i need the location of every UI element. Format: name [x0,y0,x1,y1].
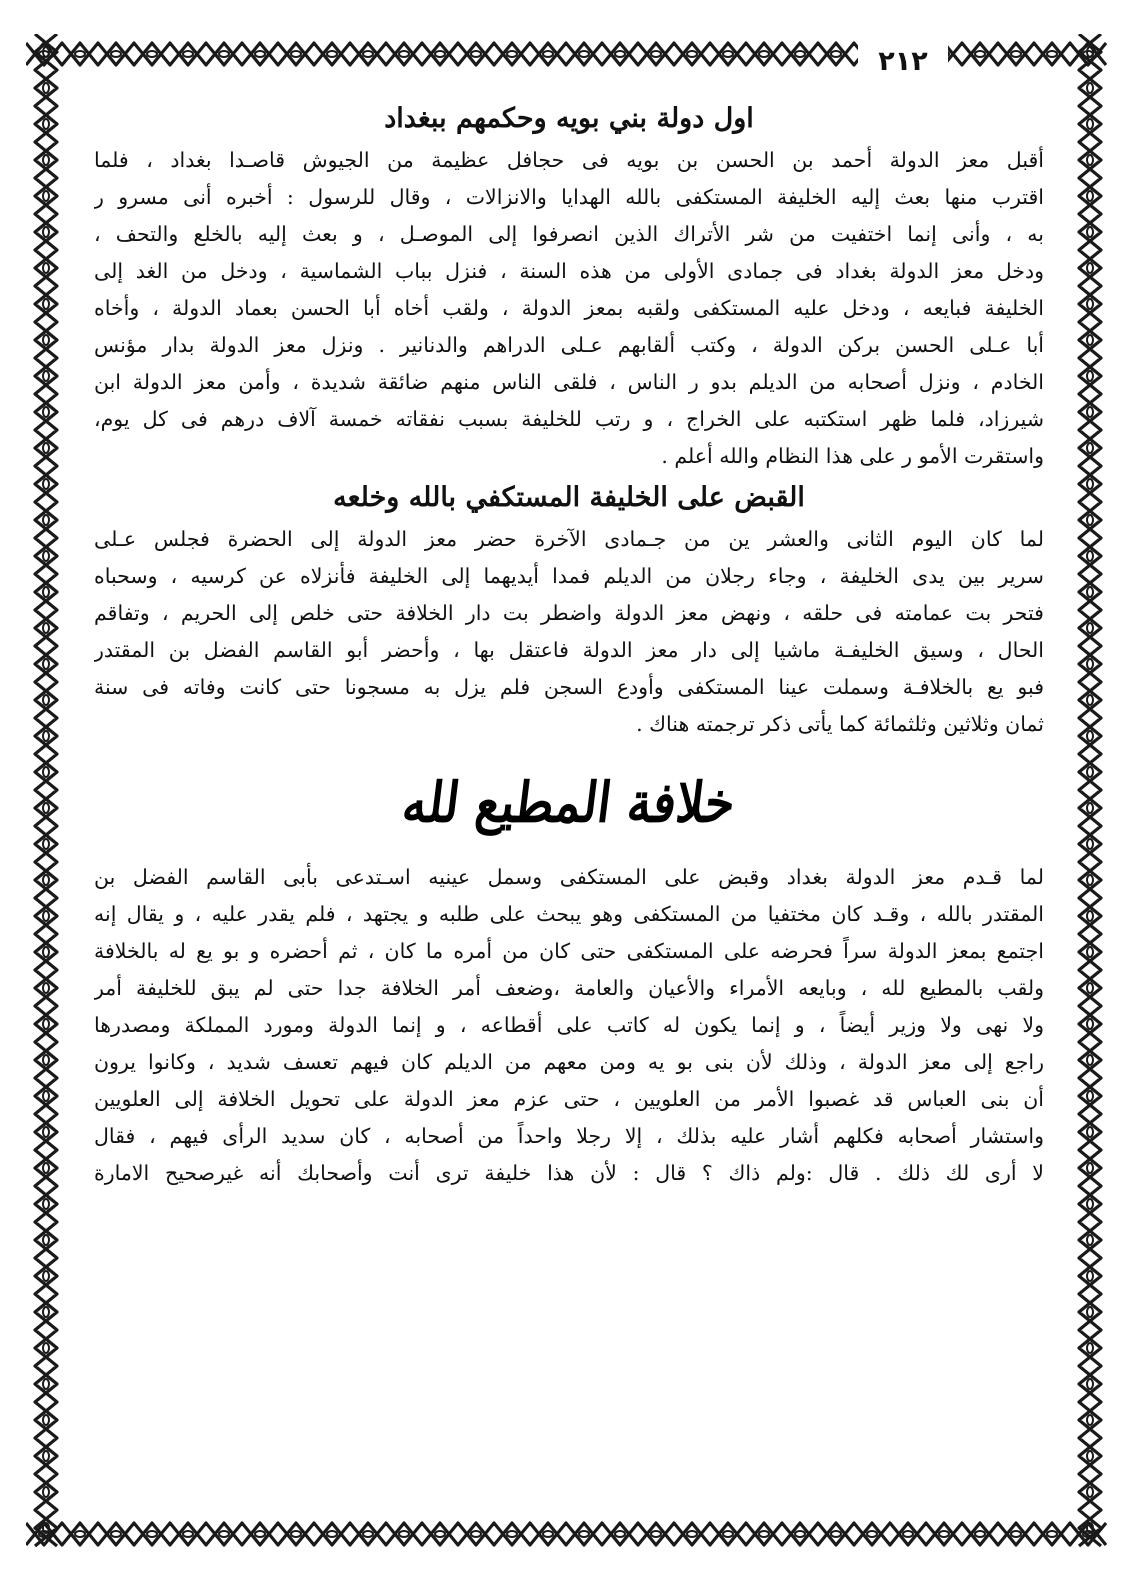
text-line: المقتدر بالله ، وقـد كان مختفيا من المستكفى وهو يبحث على طلبه و يجتهد ، فلم يقدر عليه ، و يقال إنه [94,902,1044,926]
page-content [94,96,1044,1476]
calligraphy-title-text: خلافة المطيع لله [399,770,739,836]
text-line: واستقرت الأمو ر على هذا النظام والله أعلم . [661,444,1044,468]
braid-ornament [1070,34,1110,1554]
text-line: ولا نهى ولا وزير أيضاً ، و إنما يكون له كاتب على أقطاعه ، و إنما الدولة ومورد المملكة ومصدرها [94,1013,1044,1037]
text-line: واستشار أصحابه فكلهم أشار عليه بذلك ، إلا رجلا واحداً من أصحابه ، كان سديد الرأى فيهم ، فقال [94,1124,1044,1148]
text-line: شيرزاد، فلما ظهر استكتبه على الخراج ، و رتب للخليفة بسبب نفقاته خمسة آلاف درهم فى كل يوم، [94,407,1044,431]
section-heading-caliph-arrest: القبض على الخليفة المستكفي بالله وخلعه [333,482,805,513]
braid-ornament [26,1514,1110,1554]
calligraphy-title [94,753,1044,859]
section-heading-buyid-dynasty: اول دولة بني بويه وحكمهم ببغداد [384,103,754,134]
paragraph-caliph-arrest [94,521,1044,743]
text-line: ودخل معز الدولة بغداد فى جمادى الأولى من هذه السنة ، فنزل بباب الشماسية ، ودخل من الغد إلى [94,259,1044,283]
text-line: الحال ، وسيق الخليفـة ماشيا إلى دار معز الدولة فاعتقل بها ، وأحضر أبو القاسم الفضل بن المقتدر [94,638,1044,662]
text-line: فتحر بت عمامته فى حلقه ، ونهض معز الدولة واضطر بت دار الخلافة حتى خلص إلى الحريم ، وتفاقم [94,601,1044,625]
text-line: فبو يع بالخلافـة وسملت عينا المستكفى وأودع السجن فلم يزل به مسجونا حتى كانت وفاته فى سنة [94,675,1044,699]
paragraph-buyid-dynasty [94,142,1044,475]
text-line: اقترب منها بعث إليه الخليفة المستكفى بالله الهدايا والانزالات ، وقال للرسول : أخبره أنى مسرو ر [94,185,1044,209]
text-line: اجتمع بمعز الدولة سراً فحرضه على المستكفى حتى كان من أمره ما كان ، ثم أحضره و بو يع له بالخلافة [94,939,1044,963]
border-right [1070,34,1110,1554]
text-line: أبا عـلى الحسن بركن الدولة ، وكتب ألقابهم عـلى الدراهم والدنانير . ونزل معز الدولة بدار مؤنس [94,333,1044,357]
braid-ornament [26,34,66,1554]
text-line: سرير بين يدى الخليفة ، وجاء رجلان من الديلم فمدا أيديهما إلى الخليفة فأنزلاه عن كرسيه ، وسحباه [94,564,1044,588]
text-line: راجع إلى معز الدولة ، وذلك لأن بنى بو يه ومن معهم من الديلم كان فيهم تعسف شديد ، وكانوا يرون [94,1050,1044,1074]
text-line: أن بنى العباس قد غصبوا الأمر من العلويين ، حتى عزم معز الدولة على تحويل الخلافة إلى العلويين [94,1087,1044,1111]
border-bottom [26,1514,1110,1554]
text-line: لما كان اليوم الثانى والعشر ين من جـمادى الآخرة حضر معز الدولة إلى الحضرة فجلس عـلى [94,527,1044,551]
text-line: ثمان وثلاثين وثلثمائة كما يأتى ذكر ترجمته هناك . [636,712,1044,736]
page-number: ٢١٢ [858,40,948,84]
text-line: أقبل معز الدولة أحمد بن الحسن بن بويه فى حجافل عظيمة من الجيوش قاصـدا بغداد ، فلما [94,148,1044,172]
text-line: ولقب بالمطيع لله ، وبايعه الأمراء والأعيان والعامة ،وضعف أمر الخلافة جدا حتى لم يبق للخليفة أمر [94,976,1044,1000]
border-left [26,34,66,1554]
text-line: لما قـدم معز الدولة بغداد وقبض على المستكفى وسمل عينيه اسـتدعى بأبى القاسم الفضل بن [94,865,1044,889]
text-line: لا أرى لك ذلك . قال :ولم ذاك ؟ قال : لأن هذا خليفة ترى أنت وأصحابك أنه غيرصحيح الامارة [94,1161,1044,1185]
text-line: به ، وأنى إنما اختفيت من شر الأتراك الذين انصرفوا إلى الموصـل ، و بعث إليه بالخلع والتحف ، [94,222,1044,246]
text-line: الخادم ، ونزل أصحابه من الديلم بدو ر الناس ، فلقى الناس منهم ضائقة شديدة ، وأمن معز الدولة ابن [94,370,1044,394]
paragraph-al-muti-caliphate [94,859,1044,1192]
text-line: الخليفة فبايعه ، ودخل عليه المستكفى ولقبه بمعز الدولة ، ولقب أخاه أبا الحسن بعماد الدولة ، وأخاه [94,296,1044,320]
